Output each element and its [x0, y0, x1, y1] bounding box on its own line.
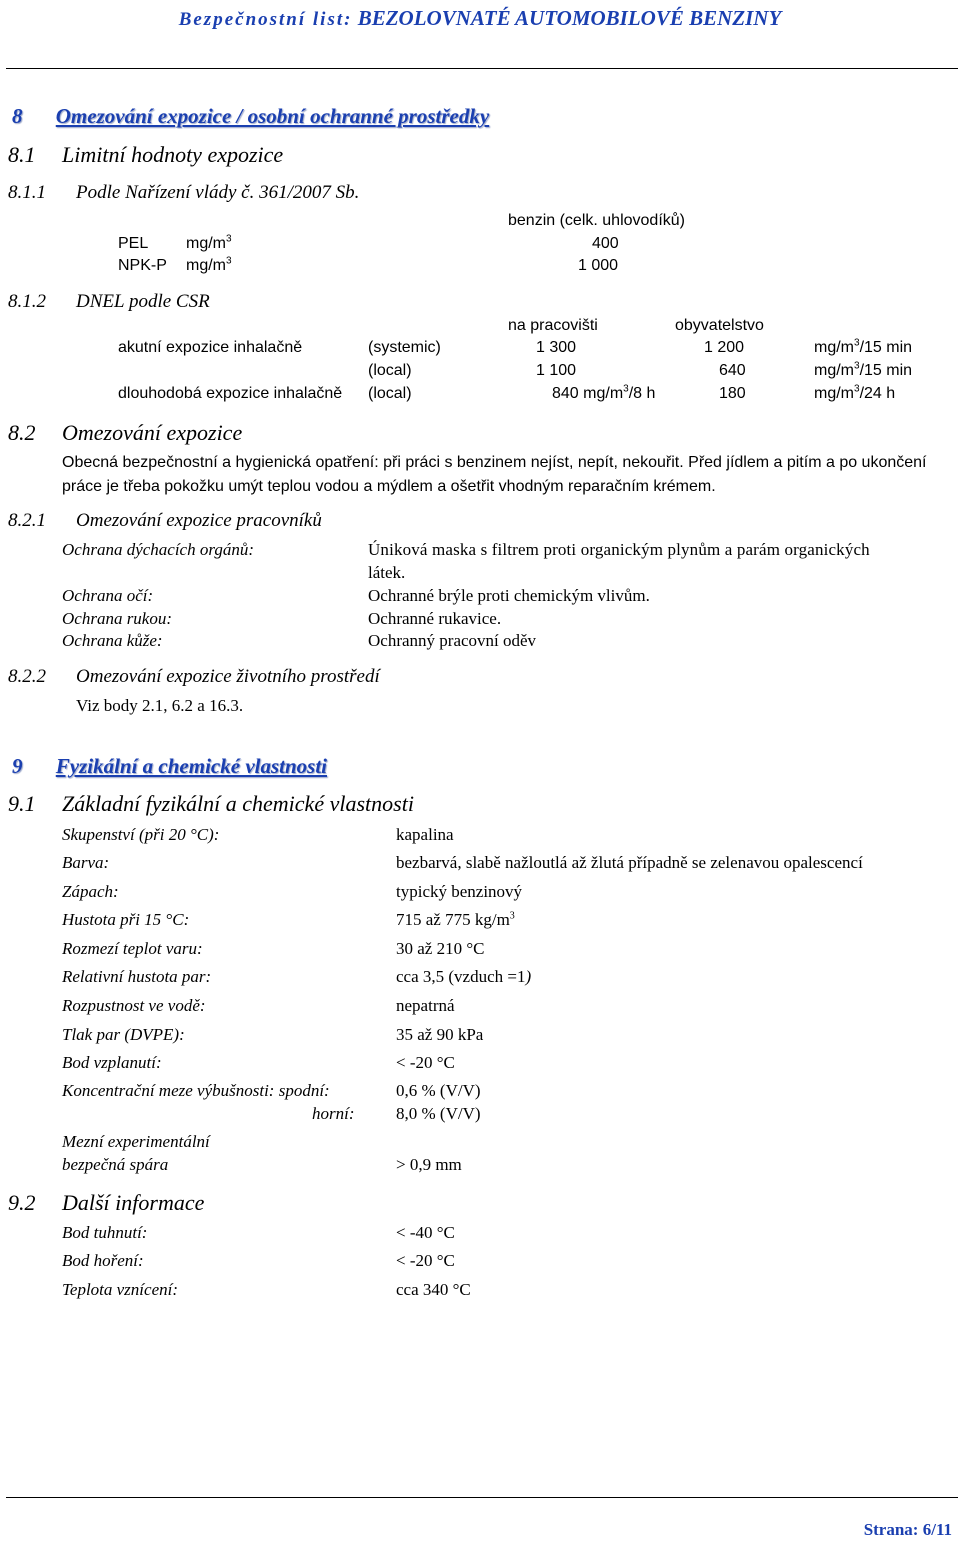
section-8-2-paragraph: Obecná bezpečnostní a hygienická opatření: při práci s benzinem nejíst, nepít, nekouřit. Před jídlem a pitím a po ukončení práce je třeba pokožku umýt teplou vodou a mýdlem a ošetřit vhodným reparačním krémem. — [62, 454, 927, 495]
pel-name: PEL — [118, 235, 149, 252]
explosive-upper-label: horní: — [312, 1104, 355, 1123]
pel-column-header: benzin (celk. uhlovodíků) — [508, 212, 685, 229]
npk-p-name: NPK-P — [118, 257, 167, 274]
property-value: < -20 °C — [396, 1251, 455, 1270]
safe-gap-label-continued: bezpečná spára — [62, 1155, 169, 1174]
section-8-number: 8 — [12, 104, 23, 128]
section-8-1-2-title: DNEL podle CSR — [76, 291, 210, 312]
dnel-row-type: (local) — [368, 385, 412, 402]
section-8-1-1-heading — [8, 182, 360, 204]
property-row — [62, 996, 952, 1016]
explosive-lower-label: Koncentrační meze výbušnosti: spodní: — [62, 1081, 330, 1100]
section-8-2-2-heading — [8, 666, 380, 688]
section-8-2-heading — [8, 420, 243, 446]
property-value: typický benzinový — [396, 882, 523, 901]
page-number: Strana: 6/11 — [863, 1520, 952, 1539]
section-9-number: 9 — [12, 754, 23, 778]
section-8-2-2-number: 8.2.2 — [8, 666, 46, 687]
property-row — [62, 967, 952, 987]
header-prefix: Bezpečnostní list: — [178, 9, 353, 30]
property-row — [62, 825, 952, 845]
dnel-row-unit: $mg/m^3/15$ min — [814, 360, 913, 379]
ppe-value: Ochranné brýle proti chemickým vlivům. — [368, 586, 650, 605]
ppe-item-respiratory — [62, 540, 957, 582]
ppe-item-skin — [62, 631, 942, 651]
ppe-label: Ochrana kůže: — [62, 631, 163, 650]
ppe-label: Ochrana očí: — [62, 586, 154, 605]
dnel-row-population-value: 640 — [719, 362, 746, 379]
property-row — [62, 853, 952, 873]
property-label: Bod hoření: — [62, 1251, 144, 1270]
ppe-value: Ochranné rukavice. — [368, 609, 502, 628]
property-value: 35 až 90 kPa — [396, 1025, 484, 1044]
ppe-value: Úniková maska s filtrem proti organickým plynům a parám organických — [368, 540, 870, 559]
section-8-1-2-number: 8.1.2 — [8, 291, 46, 312]
property-label: Skupenství (při 20 °C): — [62, 825, 220, 844]
dnel-row-unit: $mg/m^3/15$ min — [814, 337, 913, 356]
section-8-1-1-title: Podle Nařízení vlády č. 361/2007 Sb. — [76, 182, 360, 203]
property-row — [62, 1025, 952, 1045]
property-label: Bod tuhnutí: — [62, 1223, 148, 1242]
section-9-heading — [12, 754, 327, 779]
ppe-label: Ochrana dýchacích orgánů: — [62, 540, 254, 559]
dnel-row-type: (systemic) — [368, 339, 441, 356]
property-value: bezbarvá, slabě nažloutlá až žlutá případně se zelenavou opalescencí — [396, 853, 863, 872]
ppe-item-hands — [62, 609, 942, 629]
ppe-item-eyes — [62, 586, 942, 606]
dnel-row-workplace-value: 840 $mg/m^3/8$ h — [552, 383, 656, 402]
property-row — [62, 1223, 952, 1243]
section-9-2-heading — [8, 1190, 205, 1216]
pel-value: 400 — [592, 235, 619, 252]
ppe-value: Ochranný pracovní oděv — [368, 631, 537, 650]
dnel-col-population: obyvatelstvo — [675, 317, 764, 334]
property-value: 715 až 775 $kg/m^3$ — [396, 910, 515, 929]
section-8-heading — [12, 104, 489, 129]
safe-gap-value: > 0,9 mm — [396, 1155, 462, 1174]
ppe-value-continued: látek. — [368, 563, 406, 582]
property-label: Hustota při 15 °C: — [62, 910, 190, 929]
section-8-1-number: 8.1 — [8, 142, 36, 167]
section-8-title: Omezování expozice / osobní ochranné prostředky — [55, 104, 490, 128]
explosive-lower-value: 0,6 % (V/V) — [396, 1081, 481, 1100]
dnel-row-population-value: 180 — [719, 385, 746, 402]
safe-gap-label: Mezní experimentální — [62, 1132, 210, 1151]
property-row — [62, 910, 952, 930]
section-9-1-heading — [8, 791, 414, 817]
property-value: cca 340 °C — [396, 1280, 471, 1299]
dnel-row-workplace-value: 1 100 — [536, 362, 577, 379]
section-8-2-number: 8.2 — [8, 420, 36, 445]
document-header — [0, 6, 960, 31]
npk-p-unit: $mg/m^3$ — [186, 255, 232, 274]
property-row — [62, 1053, 952, 1073]
safe-gap — [62, 1132, 952, 1180]
dnel-row — [118, 385, 948, 403]
property-label: Rozmezí teplot varu: — [62, 939, 203, 958]
dnel-row-unit: $mg/m^3/24$ h — [814, 383, 896, 402]
property-row — [62, 882, 952, 902]
dnel-row-workplace-value: 1 300 — [536, 339, 577, 356]
dnel-row-label: akutní expozice inhalačně — [118, 339, 303, 356]
section-9-1-number: 9.1 — [8, 791, 36, 816]
header-title: BEZOLOVNATÉ AUTOMOBILOVÉ BENZINY — [357, 6, 782, 30]
ppe-label: Ochrana rukou: — [62, 609, 173, 628]
section-9-1-title: Základní fyzikální a chemické vlastnosti — [62, 791, 414, 816]
property-row — [62, 939, 952, 959]
section-8-2-1-number: 8.2.1 — [8, 510, 46, 531]
dnel-row-label: dlouhodobá expozice inhalačně — [118, 385, 343, 402]
property-value: nepatrná — [396, 996, 455, 1015]
section-8-1-heading — [8, 142, 284, 168]
property-row — [62, 1280, 952, 1300]
property-label: Rozpustnost ve vodě: — [62, 996, 206, 1015]
property-value: cca 3,5 (vzduch =1) — [396, 967, 532, 986]
property-value: < -20 °C — [396, 1053, 455, 1072]
property-value: kapalina — [396, 825, 454, 844]
section-8-1-1-number: 8.1.1 — [8, 182, 46, 203]
header-divider — [6, 68, 958, 69]
property-label: Barva: — [62, 853, 110, 872]
explosive-upper-value: 8,0 % (V/V) — [396, 1104, 481, 1123]
section-8-2-1-title: Omezování expozice pracovníků — [76, 510, 322, 531]
npk-p-row — [118, 255, 619, 275]
dnel-row-population-value: 1 200 — [704, 339, 745, 356]
section-8-2-title: Omezování expozice — [62, 420, 243, 445]
footer-divider — [6, 1497, 958, 1498]
section-9-2-title: Další informace — [62, 1190, 205, 1215]
npk-p-value: 1 000 — [578, 257, 619, 274]
property-label: Teplota vznícení: — [62, 1280, 178, 1299]
section-8-2-2-title: Omezování expozice životního prostředí — [76, 666, 380, 687]
explosive-limits — [62, 1081, 952, 1127]
section-8-2-1-heading — [8, 510, 322, 532]
dnel-row-type: (local) — [368, 362, 412, 379]
dnel-col-workplace: na pracovišti — [508, 317, 598, 334]
property-label: Tlak par (DVPE): — [62, 1025, 185, 1044]
property-value: 30 až 210 °C — [396, 939, 485, 958]
section-9-2-number: 9.2 — [8, 1190, 36, 1215]
property-value: < -40 °C — [396, 1223, 455, 1242]
pel-row — [118, 233, 619, 253]
pel-unit: $mg/m^3$ — [186, 233, 232, 252]
property-label: Zápach: — [62, 882, 119, 901]
property-label: Relativní hustota par: — [62, 967, 212, 986]
section-8-1-2-heading — [8, 291, 210, 313]
property-row — [62, 1251, 952, 1271]
section-9-title: Fyzikální a chemické vlastnosti — [55, 754, 327, 778]
section-8-1-title: Limitní hodnoty expozice — [62, 142, 284, 167]
section-8-2-2-text: Viz body 2.1, 6.2 a 16.3. — [76, 696, 244, 715]
property-label: Bod vzplanutí: — [62, 1053, 162, 1072]
dnel-row — [118, 339, 948, 357]
